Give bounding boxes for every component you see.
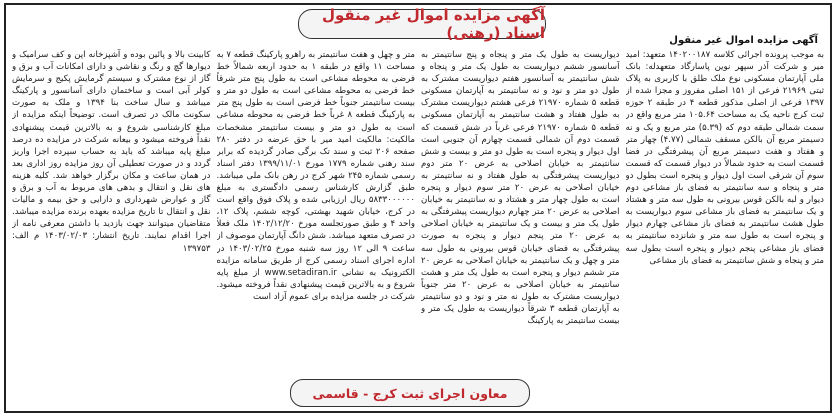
body-column-4 bbox=[12, 49, 211, 367]
body-column-3 bbox=[217, 49, 416, 367]
signature-title: معاون اجرای ثبت کرج - قاسمی bbox=[290, 379, 530, 407]
body-text: دیواریست به طول یک متر و پنجاه و پنج سانتیمتر به آسانسور ششم دیواریست به طول یک متر و پنجاه و شش سانتیمتر به آسانسور هفتم دیواریست مشترک به طول دو متر و نود و نه سانتیمتر به آپارتمان مسکونی قطعه ۵ شماره ۲۱۹۷۰ فرعی هشتم دیواریست مشترک به طول هفتاد و هشت سانتیمتر به آپارتمان مسکونی قطعه ۵ شماره ۲۱۹۷۰ فرعی غرباً در شش قسمت که قسمت دوم آن شمالی قسمت چهارم آن جنوبی است اول دیوار و پنجره است به طول دو متر و بیست و شش سانتیمتر به خیابان اصلاحی به عرض ۲۰ متر دوم دیواریست پیشرفتگی به طول هفتاد و نه سانتیمتر به خیابان اصلاحی به عرض ۲۰ متر سوم دیوار و پنجره است به طول چهار متر و هشتاد و نه سانتیمتر به خیابان اصلاحی به عرض ۲۰ متر چهارم دیواریست پیشرفتگی به طول یک متر و بیست و یک سانتیمتر به خیابان اصلاحی به عرض ۲۰ متر پنجم دیوار و پنجره به صورت پیشرفتگی به فضای خیابان قوس بیرونی به طول سه متر و چهل و یک سانتیمتر به خیابان اصلاحی به عرض ۲۰ متر ششم دیوار و پنجره است به طول یک متر و هشت سانتیمتر به خیابان اصلاحی به عرض ۲۰ متر جنوباً دیواریست مشترک به طول نه متر و نود و دو سانتیمتر به آپارتمان قطعه ۳ شرقاً دیواریست به طول یک متر و بیست سانتیمتر به پارکینگ bbox=[421, 50, 620, 327]
notice-footer bbox=[6, 377, 830, 411]
notice-subhead: آگهی مزایده اموال غیر منقول bbox=[669, 35, 818, 46]
notice-title: آگهی مزایده اموال غیر منقول اسناد (رهنی) bbox=[298, 9, 546, 39]
body-column-2 bbox=[421, 49, 620, 367]
notice-frame bbox=[4, 3, 832, 413]
body-text: کابینت بالا و پائین بوده و آشپزخانه اپن و کف سرامیک و دیوارها گچ و رنگ و نقاشی و دارای امکانات آب و برق و گاز از نوع مشترک و سیستم گرمایش پکیج و سرمایش کولر آبی است و ساختمان دارای آسانسور و پارکینگ میباشد و سال ساخت بنا ۱۳۹۴ و ملک به صورت سکونت مالک در تصرف است. توضیحاً اینکه مزایده از مبلغ کارشناسی شروع و به بالاترین قیمت پیشنهادی نقداً فروخته میشود و بیعانه شرکت در مزایده ده درصد مبلغ پایه میباشد که باید به حساب سپرده اجرا واریز گردد و در صورت تعطیلی آن روز مزایده روز اداری بعد در همان ساعت و مکان برگزار خواهد شد. کلیه هزینه های نقل و انتقال و بدهی های مربوط به آب و برق و گاز و عوارض شهرداری و دارایی و حق بیمه و مالیات نقل و انتقال تا تاریخ مزایده بعهده برنده مزایده میباشد. متقاضیان میتوانند جهت بازدید با داشتن معرفی نامه از اجرا اقدام نمایند. تاریخ انتشار: ۱۴۰۳/۰۲/۰۳ م الف: ۱۳۹۷۵۳ bbox=[12, 50, 211, 254]
notice-header bbox=[6, 5, 830, 45]
body-column-1 bbox=[626, 49, 825, 367]
body-text: به موجب پرونده اجرائی کلاسه ۱۴۰۲۰۰۱۸۷ متعهد: امید میر و شرکت آذر سپهر نوین پاسارگاد متعهدله: بانک ملی آپارتمان مسکونی نوع ملک طلق با کاربری به پلاک ثبتی ۲۱۹۶۹ فرعی از ۱۵۱ اصلی مفروز و مجزا شده از ۱۳۹۷ فرعی از اصلی مذکور قطعه ۴ در طبقه ۲ حوزه ثبت کرج ناحیه یک به مساحت ۱۰۵.۶۴ متر مربع واقع در سمت شمالی طبقه دوم که (۵.۳۹) متر مربع و یک و نه دسیمتر مربع آن بالکن مسقف شمالی (۴.۷۷) چهار متر و هفتاد و هفت دسیمتر مربع آن پیشرفتگی در فضا قسمت است به حدود شمالاً در دیوار قسمت که قسمت سوم آن شرقی است اول دیوار و پنجره است بطول دو متر و پنجاه و سه سانتیمتر به فضای باز مشاعی دوم دیوار و لبه بالکن قوس بیرونی به طول سه متر و هشتاد و یک سانتیمتر به فضای باز مشاعی سوم دیواریست به طول هشت سانتیمتر به فضای باز مشاعی چهارم دیوار و پنجره است به طول سه متر و شانزده سانتیمتر به فضای باز مشاعی پنجم دیوار و پنجره است بطول سه متر و پنجاه و شش سانتیمتر به فضای باز مشاعی bbox=[625, 50, 824, 266]
notice-body bbox=[12, 49, 824, 367]
body-text: متر و چهل و هفت سانتیمتر به راهرو پارکینگ قطعه ۷ به مساحت ۱۱ واقع در طبقه ۱ به حدود اربعه شمالاً خط فرضی به محوطه مشاعی است به طول پنج متر شرقاً خط فرضی به محوطه مشاعی است به طول دو متر و بیست سانتیمتر جنوباً خط فرضی است به طول پنج متر به پارکینگ قطعه ۸ غرباً خط فرضی به محوطه مشاعی است به طول دو متر و بیست سانتیمتر مشخصات مالکیت: مالکیت امید میر با حق عرضه در دفتر ۲۸۰ صفحه ۲۰۶ ثبت و سند تک برگی صادر گردیده که برابر سند رهنی شماره ۱۷۷۹ مورخ ۱۳۹۹/۱۱/۰۱ دفتر اسناد رسمی شماره ۲۴۵ شهر کرج در رهن بانک ملی میباشد. طبق گزارش کارشناس رسمی دادگستری به مبلغ ۵۸۳۳۰۰۰۰۰۰ ریال ارزیابی شده و پلاک فوق واقع است در کرج، خیابان شهید بهشتی، کوچه ششم، پلاک ۱۲، واحد ۴ و طبق صورتجلسه مورخ ۱۴۰۲/۱۲/۲۰ ملک فعلاً در تصرف متعهد میباشد. شش دانگ آپارتمان موصوف از ساعت ۹ الی ۱۲ روز سه شنبه مورخ ۱۴۰۳/۰۲/۲۵ در اداره اجرای اسناد رسمی کرج از طریق سامانه مزایده الکترونیک به نشانی www.setadiran.ir از مبلغ پایه شروع و به بالاترین قیمت پیشنهادی نقداً فروخته میشود. شرکت در جلسه مزایده برای عموم آزاد است bbox=[216, 50, 415, 302]
